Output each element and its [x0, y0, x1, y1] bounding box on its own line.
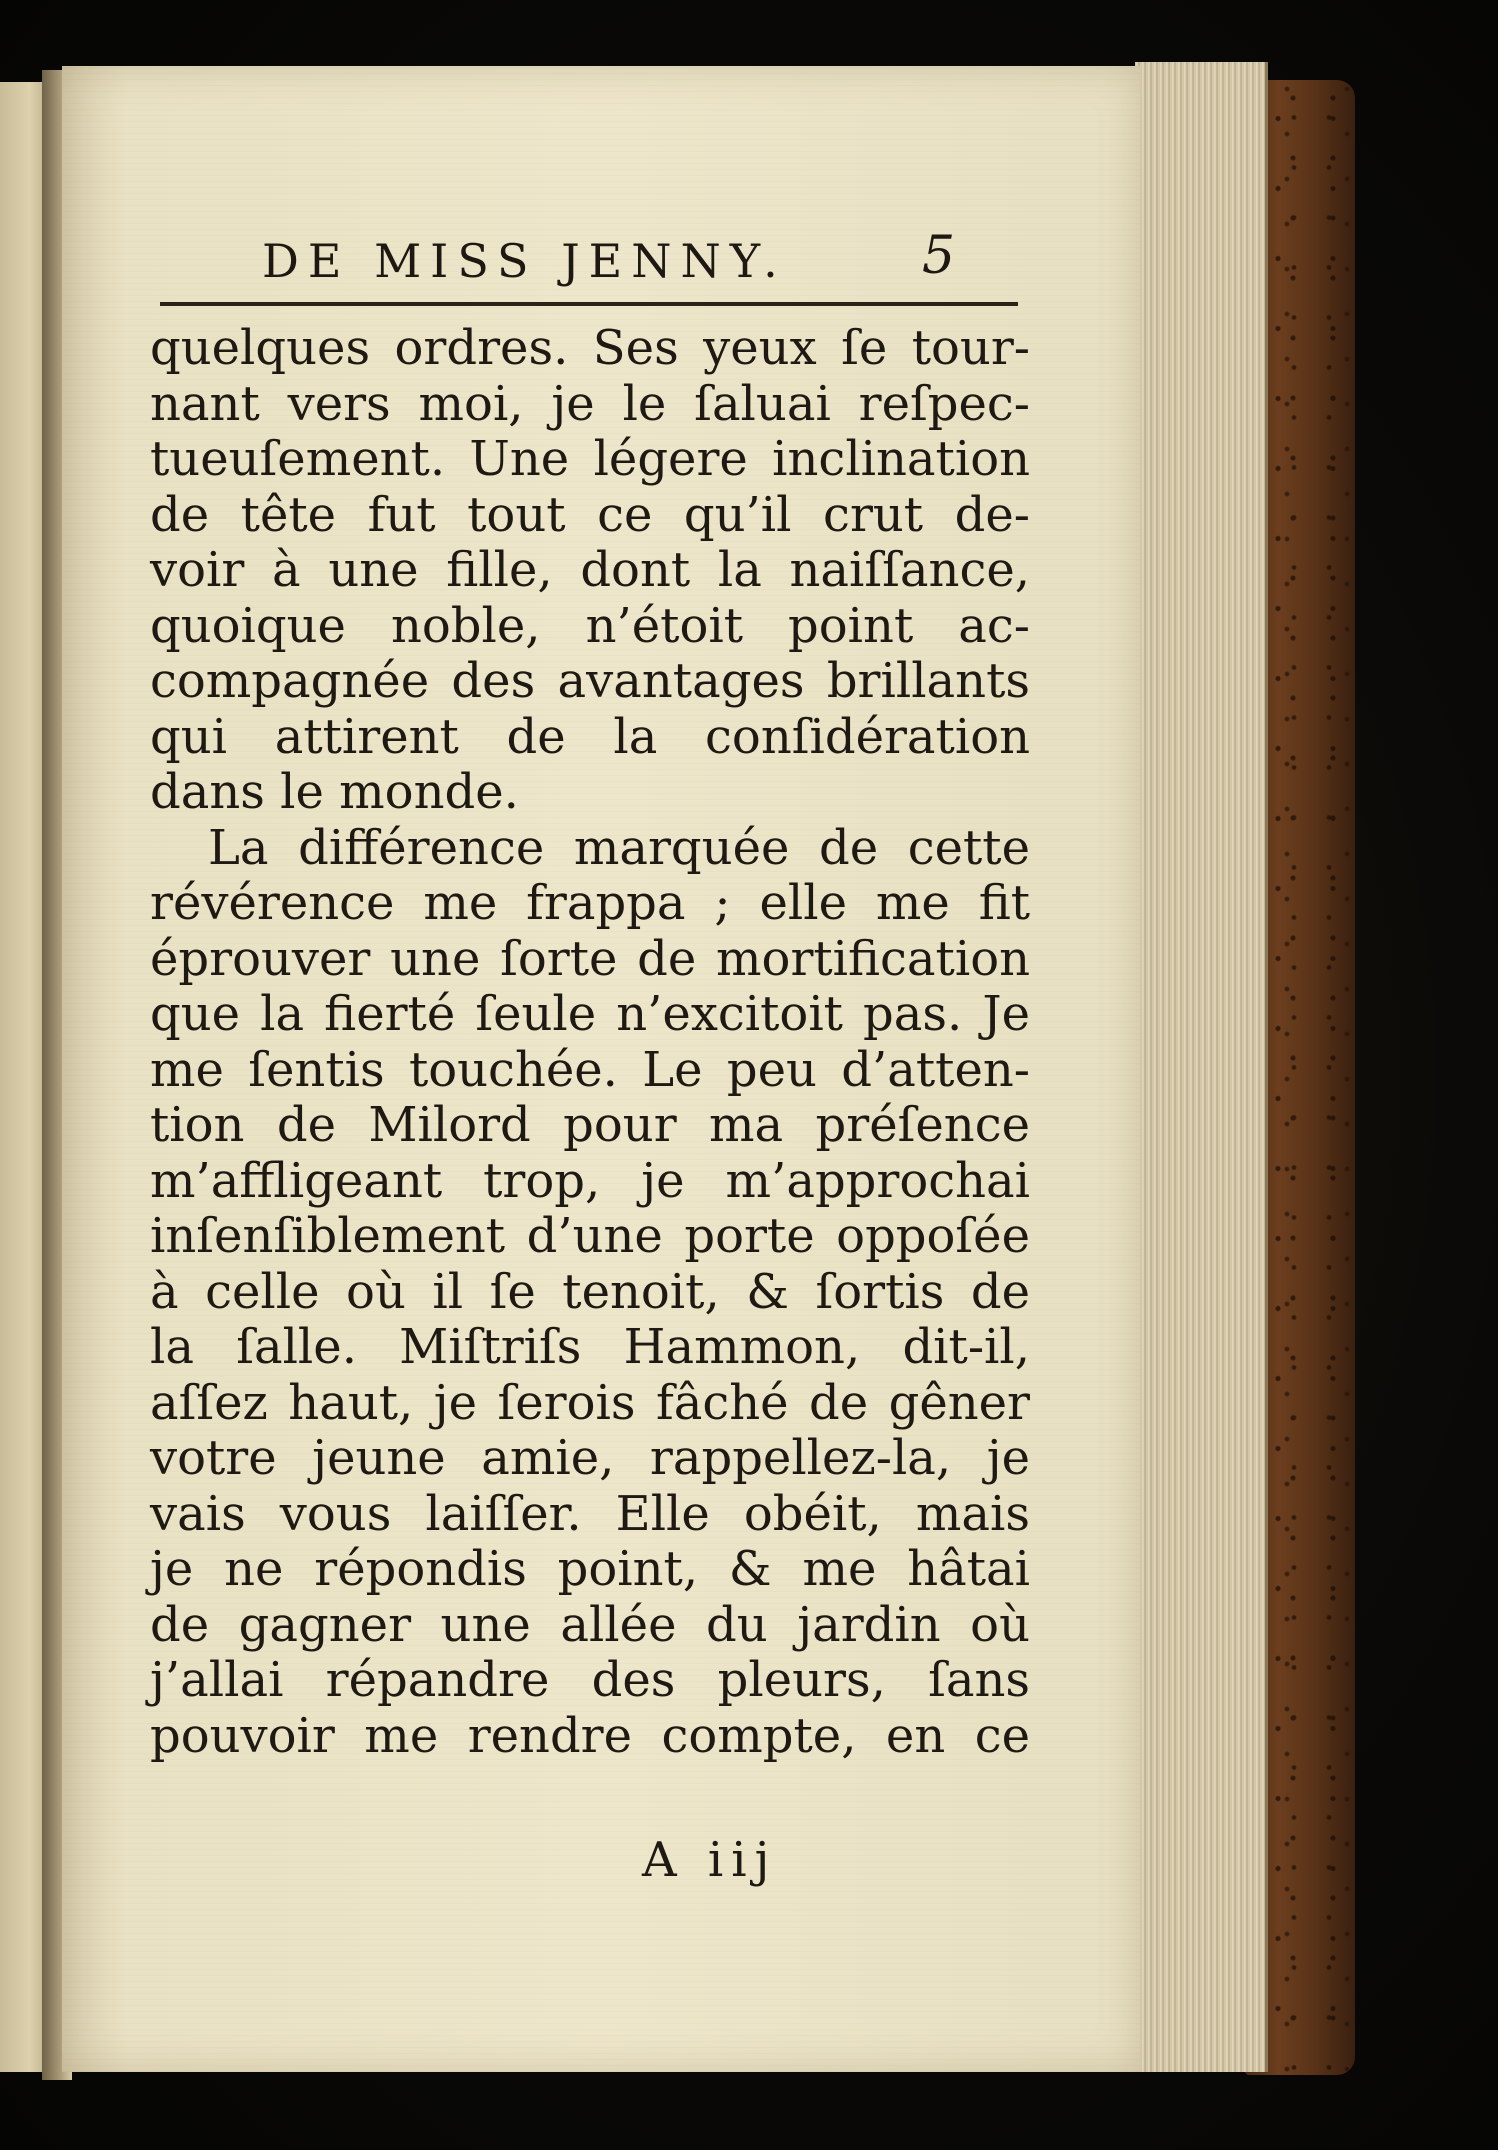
text-line: tion de Milord pour ma préſence — [150, 1097, 1030, 1153]
signature-mark: A iij — [642, 1832, 778, 1888]
text-line: votre jeune amie, rappellez-la, je — [150, 1430, 1030, 1486]
text-line: inſenſiblement d’une porte oppoſée — [150, 1208, 1030, 1264]
text-line: révérence me frappa ; elle me fit — [150, 875, 1030, 931]
text-line: j’allai répandre des pleurs, ſans — [150, 1652, 1030, 1708]
book-page — [62, 66, 1140, 2072]
text-line: à celle où il ſe tenoit, & ſortis de — [150, 1263, 1030, 1320]
text-line: éprouver une ſorte de mortification — [150, 930, 1030, 987]
text-line: La différence marquée de cette — [208, 819, 1030, 876]
text-line: de gagner une allée du jardin où — [150, 1596, 1030, 1653]
text-line: vais vous laiſſer. Elle obéit, mais — [150, 1485, 1030, 1542]
header-rule — [160, 302, 1018, 306]
text-line: la ſalle. Miſtriſs Hammon, dit-il, — [150, 1319, 1030, 1375]
text-line: qui attirent de la conſidération — [150, 708, 1030, 765]
text-line: dans le monde. — [150, 764, 519, 820]
text-line: de tête fut tout ce qu’il crut de- — [150, 486, 1030, 543]
text-line: m’affligeant trop, je m’approchai — [150, 1152, 1030, 1209]
page-number: 5 — [922, 226, 956, 286]
text-line: tueuſement. Une légere inclination — [150, 431, 1030, 487]
text-line: pouvoir me rendre compte, en ce — [150, 1707, 1030, 1764]
text-line: je ne répondis point, & me hâtai — [150, 1541, 1030, 1597]
body-text — [150, 321, 1030, 1764]
text-line: compagnée des avantages brillants — [150, 653, 1030, 709]
text-line: nant vers moi, je le ſaluai reſpec- — [150, 375, 1030, 432]
text-line: quoique noble, n’étoit point ac- — [150, 597, 1030, 654]
text-line: que la fierté ſeule n’excitoit pas. Je — [150, 986, 1030, 1042]
text-line: aſſez haut, je ſerois fâché de gêner — [150, 1374, 1030, 1431]
page-edges — [1135, 62, 1268, 2072]
text-line: voir à une fille, dont la naiſſance, — [150, 542, 1030, 598]
text-line: quelques ordres. Ses yeux ſe tour- — [150, 320, 1030, 376]
running-head-title: DE MISS JENNY. — [262, 234, 787, 288]
text-line: me ſentis touchée. Le peu d’atten- — [150, 1041, 1030, 1098]
